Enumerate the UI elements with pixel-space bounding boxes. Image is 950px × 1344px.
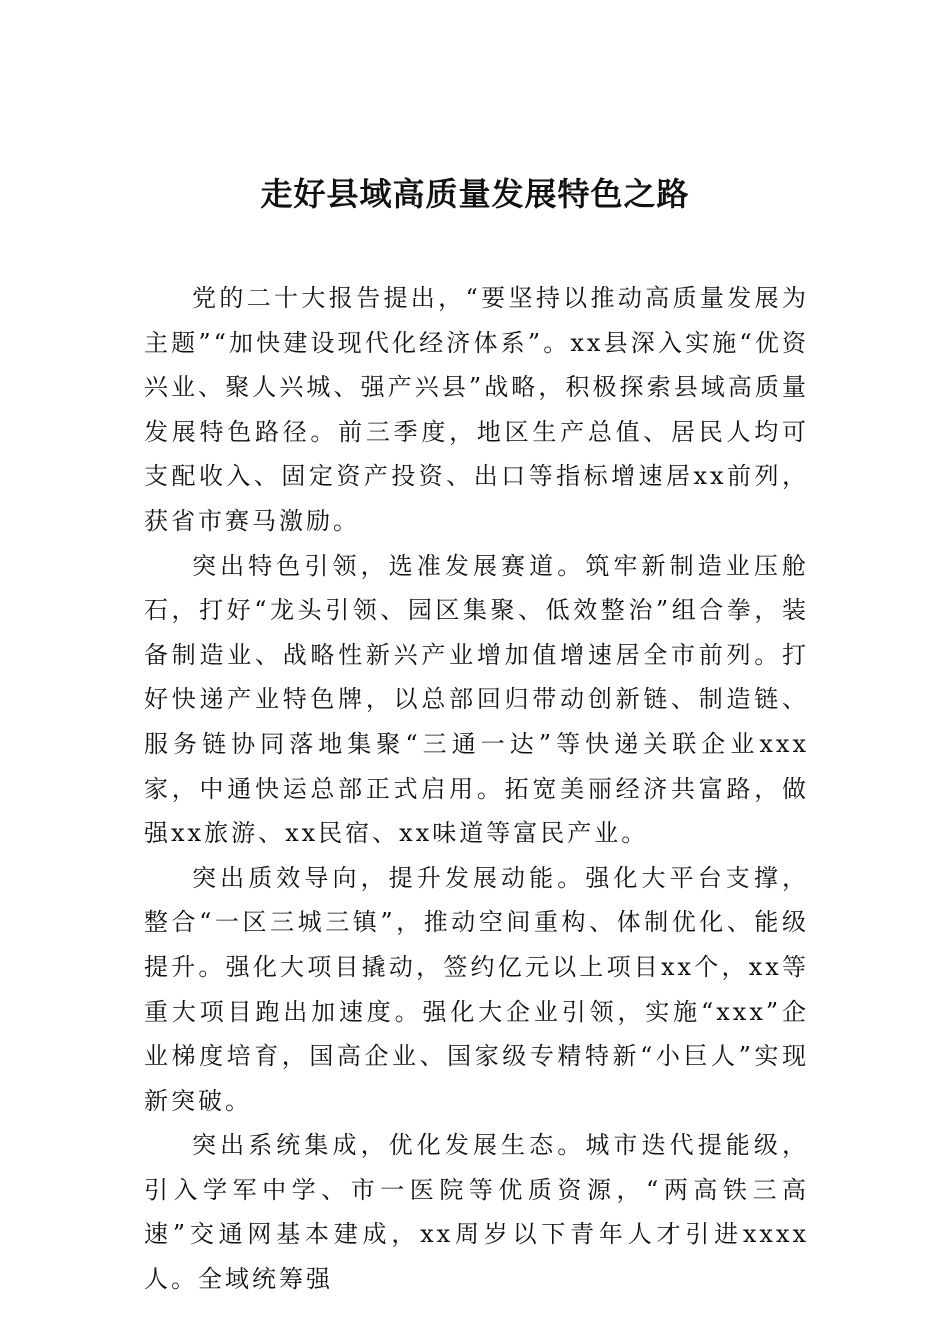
paragraph-quality-efficiency: 突出质效导向，提升发展动能。强化大平台支撑，整合“一区三城三镇”，推动空间重构、体制优化、能级提升。强化大项目撬动，签约亿元以上项目xx个，xx等重大项目跑出加速度。强化大企业引领，实施“xxx”企业梯度培育，国高企业、国家级专精特新“小巨人”实现新突破。 xyxy=(144,863,809,1115)
document-body xyxy=(144,276,809,1302)
paragraph-system-integration: 突出系统集成，优化发展生态。城市迭代提能级，引入学军中学、市一医院等优质资源，“两高铁三高速”交通网基本建成，xx周岁以下青年人才引进xxxx人。全域统筹强 xyxy=(144,1131,809,1294)
paragraph-intro: 党的二十大报告提出，“要坚持以推动高质量发展为主题”“加快建设现代化经济体系”。xx县深入实施“优资兴业、聚人兴城、强产兴县”战略，积极探索县域高质量发展特色路径。前三季度，地区生产总值、居民人均可支配收入、固定资产投资、出口等指标增速居xx前列，获省市赛马激励。 xyxy=(144,284,809,535)
document-title: 走好县域高质量发展特色之路 xyxy=(260,175,690,213)
paragraph-feature-leading: 突出特色引领，选准发展赛道。筑牢新制造业压舱石，打好“龙头引领、园区集聚、低效整治”组合拳，装备制造业、战略性新兴产业增加值增速居全市前列。打好快递产业特色牌，以总部回归带动创新链、制造链、服务链协同落地集聚“三通一达”等快递关联企业xxx家，中通快运总部正式启用。拓宽美丽经济共富路，做强xx旅游、xx民宿、xx味道等富民产业。 xyxy=(144,551,809,848)
